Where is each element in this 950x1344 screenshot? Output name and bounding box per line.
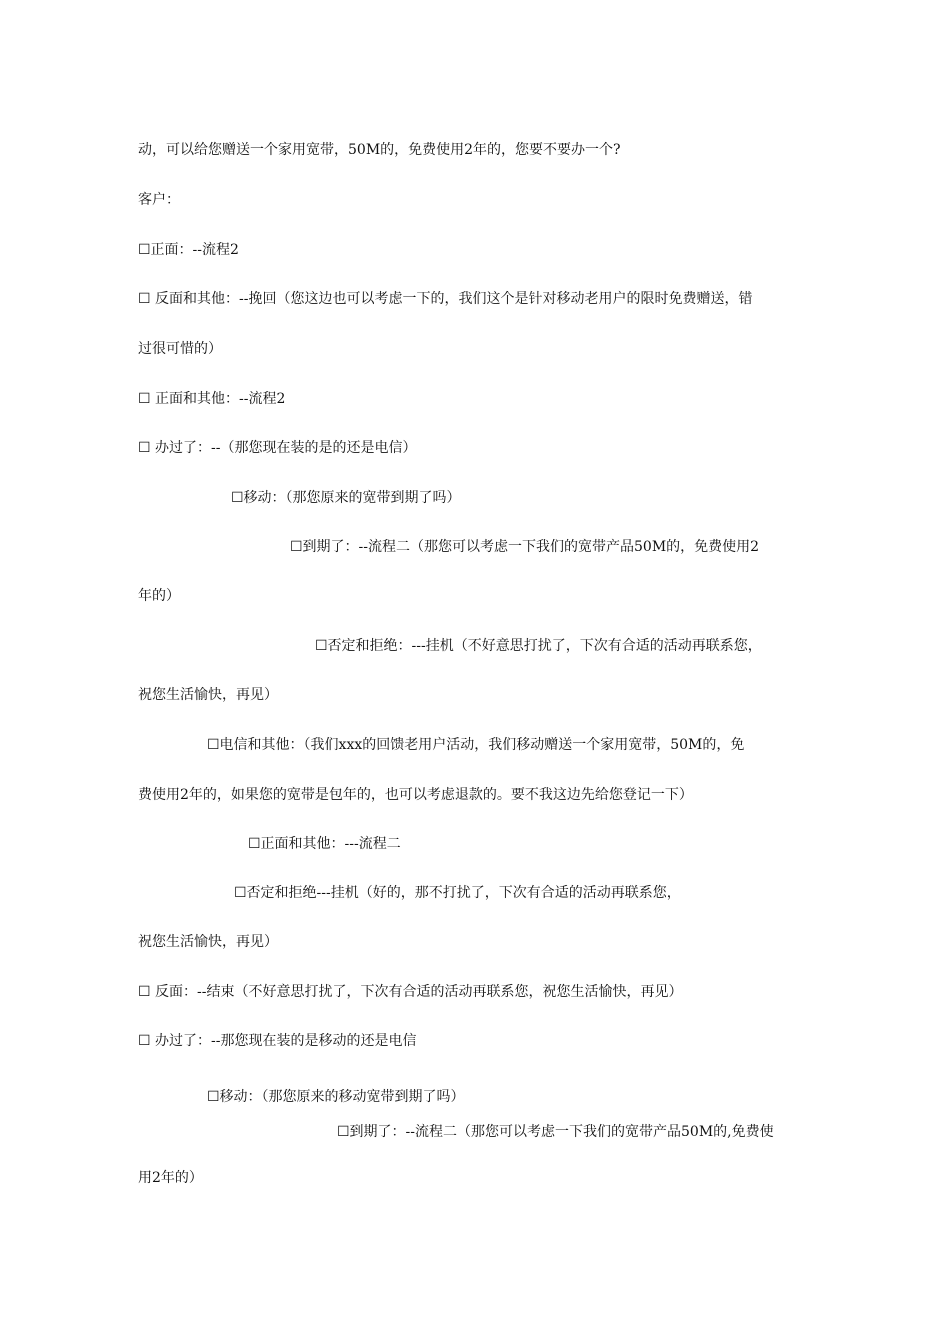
option-deny-reject-2-cont: 祝您生活愉快，再见） (138, 934, 278, 950)
option-positive: ☐正面：--流程2 (138, 242, 239, 258)
option-negative-other-cont: 过很可惜的） (138, 341, 222, 357)
option-expired: ☐到期了：--流程二（那您可以考虑一下我们的宽带产品50M的，免费使用2 (290, 539, 760, 555)
option-deny-reject-2: ☐否定和拒绝---挂机（好的，那不打扰了，下次有合适的活动再联系您， (234, 885, 681, 901)
option-mobile-2: ☐移动：（那您原来的移动宽带到期了吗） (207, 1089, 465, 1105)
option-telecom-other: ☐电信和其他：（我们xxx的回馈老用户活动，我们移动赠送一个家用宽带，50M的，免 (207, 737, 745, 753)
option-deny-reject: ☐否定和拒绝：---挂机（不好意思打扰了，下次有合适的活动再联系您， (315, 638, 762, 654)
text-line-customer-label: 客户： (138, 192, 180, 208)
option-positive-other: ☐ 正面和其他：--流程2 (138, 391, 286, 407)
option-expired-cont: 年的） (138, 588, 180, 604)
option-expired-2: ☐到期了：--流程二（那您可以考虑一下我们的宽带产品50M的,免费使 (337, 1124, 774, 1140)
option-negative-other: ☐ 反面和其他：--挽回（您这边也可以考虑一下的，我们这个是针对移动老用户的限时免费赠送，错 (138, 291, 753, 307)
option-already-done-2: ☐ 办过了：--那您现在装的是移动的还是电信 (138, 1033, 417, 1049)
option-expired-2-cont: 用2年的） (138, 1170, 203, 1186)
option-mobile: ☐移动：（那您原来的宽带到期了吗） (231, 490, 461, 506)
option-positive-other-2: ☐正面和其他：---流程二 (248, 836, 401, 852)
option-negative: ☐ 反面：--结束（不好意思打扰了，下次有合适的活动再联系您，祝您生活愉快，再见） (138, 984, 683, 1000)
option-deny-reject-cont: 祝您生活愉快，再见） (138, 687, 278, 703)
option-already-done: ☐ 办过了：--（那您现在装的是的还是电信） (138, 440, 417, 456)
option-telecom-other-cont: 费使用2年的，如果您的宽带是包年的，也可以考虑退款的。要不我这边先给您登记一下） (138, 787, 693, 803)
text-line-continuation: 动，可以给您赠送一个家用宽带，50M的，免费使用2年的，您要不要办一个? (138, 142, 621, 158)
